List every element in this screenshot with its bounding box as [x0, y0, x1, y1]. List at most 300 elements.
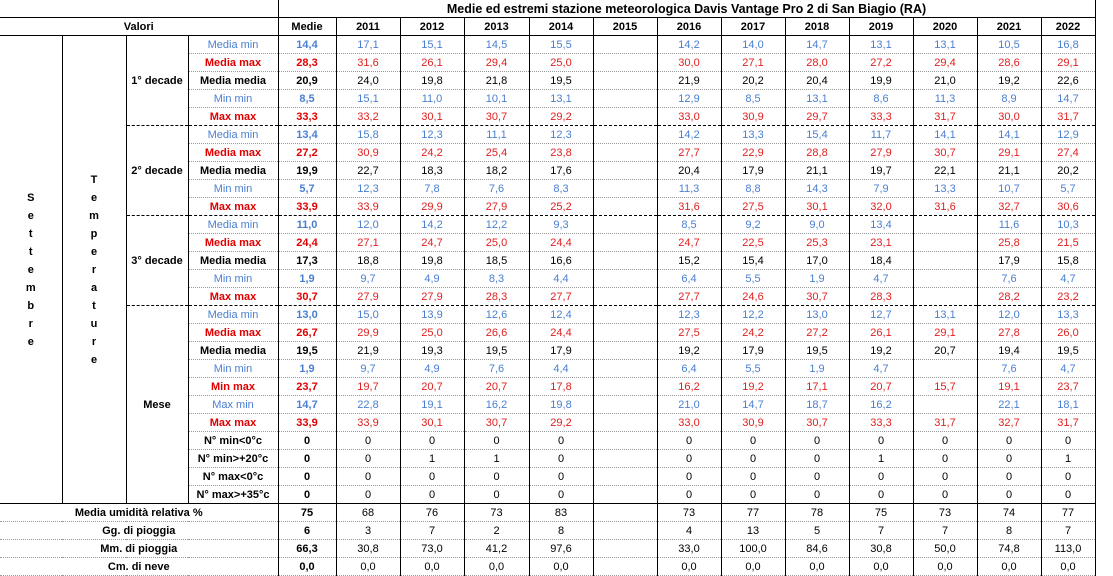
year-value: 17,9 [721, 342, 785, 360]
year-value: 15,1 [400, 36, 464, 54]
year-value: 20,7 [400, 378, 464, 396]
year-value [913, 360, 977, 378]
year-value: 30,7 [913, 144, 977, 162]
medie-value: 26,7 [278, 324, 336, 342]
month-letter: S [27, 191, 35, 204]
year-value: 5,5 [721, 270, 785, 288]
year-value: 14,2 [400, 216, 464, 234]
year-value: 0 [657, 486, 721, 504]
year-value: 30,7 [464, 108, 529, 126]
year-value: 25,2 [529, 198, 593, 216]
year-value [913, 396, 977, 414]
year-header: 2020 [913, 18, 977, 36]
year-value: 8,3 [529, 180, 593, 198]
year-value: 29,9 [400, 198, 464, 216]
year-value: 5,5 [721, 360, 785, 378]
year-value: 8,9 [977, 90, 1041, 108]
row-label: Max max [188, 108, 278, 126]
year-value: 0 [785, 450, 849, 468]
year-value: 6,4 [657, 270, 721, 288]
row-label: Media min [188, 216, 278, 234]
year-value: 8 [529, 522, 593, 540]
year-value: 84,6 [785, 540, 849, 558]
medie-value: 6 [278, 522, 336, 540]
year-value: 0 [657, 450, 721, 468]
month-letter: e [27, 335, 34, 348]
year-value: 21,9 [657, 72, 721, 90]
year-value: 0 [785, 432, 849, 450]
year-value [593, 72, 657, 90]
year-value: 8,8 [721, 180, 785, 198]
year-value: 0,0 [657, 558, 721, 576]
year-value: 4,7 [1041, 360, 1095, 378]
year-value: 30,0 [657, 54, 721, 72]
year-value: 15,4 [785, 126, 849, 144]
year-value: 4 [657, 522, 721, 540]
year-value: 13,4 [849, 216, 913, 234]
year-value: 27,7 [657, 288, 721, 306]
year-value: 19,5 [785, 342, 849, 360]
year-value: 50,0 [913, 540, 977, 558]
year-value: 21,0 [657, 396, 721, 414]
year-value: 73,0 [400, 540, 464, 558]
year-value: 73 [464, 504, 529, 522]
year-value: 0 [336, 450, 400, 468]
year-value: 23,8 [529, 144, 593, 162]
medie-value: 8,5 [278, 90, 336, 108]
summary-label: Mm. di pioggia [0, 540, 278, 558]
year-value: 13,3 [721, 126, 785, 144]
year-value: 1 [1041, 450, 1095, 468]
row-label: Max max [188, 198, 278, 216]
year-value [593, 504, 657, 522]
year-value: 27,5 [721, 198, 785, 216]
month-vertical-label [0, 36, 62, 504]
medie-value: 33,3 [278, 108, 336, 126]
year-value: 22,6 [1041, 72, 1095, 90]
year-value: 77 [721, 504, 785, 522]
year-value: 4,4 [529, 360, 593, 378]
year-value: 7,6 [977, 270, 1041, 288]
row-label: Min min [188, 180, 278, 198]
year-value: 17,8 [529, 378, 593, 396]
header-row [0, 18, 1095, 36]
year-value: 0 [464, 432, 529, 450]
year-value: 22,1 [913, 162, 977, 180]
year-value [593, 36, 657, 54]
year-value: 27,9 [336, 288, 400, 306]
year-value: 19,1 [977, 378, 1041, 396]
year-value: 0 [400, 468, 464, 486]
row-label: Max min [188, 396, 278, 414]
temperature-letter: e [90, 245, 98, 258]
year-value: 24,6 [721, 288, 785, 306]
year-value: 7,6 [977, 360, 1041, 378]
year-value: 26,1 [400, 54, 464, 72]
year-value: 14,2 [657, 126, 721, 144]
year-value: 30,7 [785, 414, 849, 432]
medie-value: 28,3 [278, 54, 336, 72]
year-value: 28,3 [849, 288, 913, 306]
year-value [593, 126, 657, 144]
year-value: 17,1 [785, 378, 849, 396]
year-header: 2019 [849, 18, 913, 36]
year-value: 14,2 [657, 36, 721, 54]
year-value: 1,9 [785, 270, 849, 288]
year-value: 12,0 [977, 306, 1041, 324]
year-value: 1 [464, 450, 529, 468]
year-value: 9,7 [336, 270, 400, 288]
year-value: 27,9 [849, 144, 913, 162]
year-value: 20,7 [913, 342, 977, 360]
year-value [593, 396, 657, 414]
year-value: 18,1 [1041, 396, 1095, 414]
year-value [593, 486, 657, 504]
year-value: 30,1 [400, 108, 464, 126]
summary-row [0, 522, 1095, 540]
row-label: Max max [188, 414, 278, 432]
year-value: 0,0 [913, 558, 977, 576]
year-value: 12,3 [400, 126, 464, 144]
year-value: 2 [464, 522, 529, 540]
year-value: 25,0 [529, 54, 593, 72]
year-value: 0 [977, 468, 1041, 486]
year-value: 22,5 [721, 234, 785, 252]
year-value: 0 [529, 432, 593, 450]
year-value: 14,5 [464, 36, 529, 54]
row-label: Min min [188, 270, 278, 288]
year-value: 30,9 [721, 414, 785, 432]
year-value: 20,2 [721, 72, 785, 90]
year-value: 73 [913, 504, 977, 522]
year-value: 0,0 [464, 558, 529, 576]
medie-value: 11,0 [278, 216, 336, 234]
year-value: 10,7 [977, 180, 1041, 198]
year-value: 1,9 [785, 360, 849, 378]
year-value: 0,0 [785, 558, 849, 576]
year-value: 0 [849, 432, 913, 450]
year-value: 4,7 [1041, 270, 1095, 288]
row-label: Media max [188, 324, 278, 342]
row-label: Media min [188, 126, 278, 144]
year-value: 0 [721, 468, 785, 486]
year-value: 14,0 [721, 36, 785, 54]
medie-value: 17,3 [278, 252, 336, 270]
year-value: 27,7 [657, 144, 721, 162]
year-value: 8,5 [657, 216, 721, 234]
year-value: 30,6 [1041, 198, 1095, 216]
medie-value: 0,0 [278, 558, 336, 576]
year-value: 24,4 [529, 234, 593, 252]
year-value: 1 [400, 450, 464, 468]
row-label: Media min [188, 36, 278, 54]
year-value: 22,7 [336, 162, 400, 180]
year-value: 33,0 [657, 540, 721, 558]
year-value: 11,1 [464, 126, 529, 144]
year-value: 22,1 [977, 396, 1041, 414]
year-value: 12,3 [336, 180, 400, 198]
year-value: 83 [529, 504, 593, 522]
year-value: 0 [529, 486, 593, 504]
year-value: 0,0 [1041, 558, 1095, 576]
year-value: 32,7 [977, 414, 1041, 432]
year-value: 0 [913, 432, 977, 450]
year-value: 30,7 [785, 288, 849, 306]
year-value: 29,1 [1041, 54, 1095, 72]
year-value: 25,0 [464, 234, 529, 252]
year-value [593, 342, 657, 360]
year-value: 28,8 [785, 144, 849, 162]
year-value: 31,7 [913, 414, 977, 432]
temperature-vertical-label [62, 36, 126, 504]
year-value: 33,0 [657, 414, 721, 432]
year-header: 2015 [593, 18, 657, 36]
year-value: 17,0 [785, 252, 849, 270]
year-header: 2018 [785, 18, 849, 36]
year-value: 13,9 [400, 306, 464, 324]
year-value: 30,8 [336, 540, 400, 558]
year-value: 0,0 [529, 558, 593, 576]
year-value: 30,8 [849, 540, 913, 558]
year-value: 7,6 [464, 360, 529, 378]
year-value: 29,7 [785, 108, 849, 126]
year-value [913, 216, 977, 234]
medie-value: 75 [278, 504, 336, 522]
year-value: 20,4 [657, 162, 721, 180]
year-value: 29,9 [336, 324, 400, 342]
month-letter: t [28, 227, 33, 240]
year-value: 26,6 [464, 324, 529, 342]
year-value [593, 252, 657, 270]
row-label: Media media [188, 252, 278, 270]
year-value [593, 108, 657, 126]
year-value: 4,4 [529, 270, 593, 288]
table-row [0, 216, 1095, 234]
year-value [593, 144, 657, 162]
row-label: Media media [188, 342, 278, 360]
year-value: 31,7 [1041, 414, 1095, 432]
year-value: 16,8 [1041, 36, 1095, 54]
year-value: 0 [1041, 432, 1095, 450]
year-value: 9,7 [336, 360, 400, 378]
year-value: 12,2 [721, 306, 785, 324]
year-value: 15,7 [913, 378, 977, 396]
year-value: 17,6 [529, 162, 593, 180]
year-value: 18,2 [464, 162, 529, 180]
summary-row [0, 558, 1095, 576]
year-value: 20,4 [785, 72, 849, 90]
year-value: 0 [529, 450, 593, 468]
year-value: 14,3 [785, 180, 849, 198]
year-value: 19,5 [1041, 342, 1095, 360]
year-value: 30,9 [721, 108, 785, 126]
year-value [593, 198, 657, 216]
year-value: 8,3 [464, 270, 529, 288]
year-value: 9,2 [721, 216, 785, 234]
temperature-letter: e [90, 191, 98, 204]
year-value: 100,0 [721, 540, 785, 558]
year-value: 7 [913, 522, 977, 540]
year-value: 8,5 [721, 90, 785, 108]
year-value: 29,2 [529, 108, 593, 126]
table-title: Medie ed estremi stazione meteorologica Davis Vantage Pro 2 di San Biagio (RA) [278, 0, 1095, 18]
year-value: 31,6 [336, 54, 400, 72]
year-value: 68 [336, 504, 400, 522]
year-value: 27,1 [336, 234, 400, 252]
year-value: 29,1 [913, 324, 977, 342]
year-value: 16,6 [529, 252, 593, 270]
year-value: 25,3 [785, 234, 849, 252]
table-row [0, 306, 1095, 324]
year-value [593, 522, 657, 540]
valori-header: Valori [0, 18, 278, 36]
medie-value: 1,9 [278, 360, 336, 378]
year-value: 0 [1041, 486, 1095, 504]
year-value: 0 [529, 468, 593, 486]
row-label: Media min [188, 306, 278, 324]
year-value: 24,7 [657, 234, 721, 252]
year-value: 0 [464, 486, 529, 504]
year-value: 7,9 [849, 180, 913, 198]
temperature-letter: a [90, 281, 98, 294]
year-value: 17,9 [721, 162, 785, 180]
year-value: 0 [657, 468, 721, 486]
year-value: 23,1 [849, 234, 913, 252]
medie-value: 33,9 [278, 198, 336, 216]
year-value: 7,6 [464, 180, 529, 198]
year-value: 12,3 [657, 306, 721, 324]
year-value: 4,9 [400, 360, 464, 378]
year-value: 10,5 [977, 36, 1041, 54]
year-value: 28,0 [785, 54, 849, 72]
year-value: 74 [977, 504, 1041, 522]
year-value: 20,7 [464, 378, 529, 396]
month-letter: e [27, 209, 34, 222]
year-value: 27,4 [1041, 144, 1095, 162]
year-value: 13,1 [913, 306, 977, 324]
temperature-letter: r [91, 335, 97, 348]
year-value: 18,4 [849, 252, 913, 270]
year-value: 0 [721, 486, 785, 504]
year-value: 0 [849, 468, 913, 486]
year-value: 74,8 [977, 540, 1041, 558]
year-value: 13,1 [785, 90, 849, 108]
month-letter: t [28, 245, 33, 258]
group-label: Mese [126, 306, 188, 504]
year-value: 113,0 [1041, 540, 1095, 558]
year-value: 31,7 [1041, 108, 1095, 126]
temperature-letter: e [90, 353, 98, 366]
year-value: 19,7 [849, 162, 913, 180]
medie-value: 0 [278, 432, 336, 450]
year-value: 19,7 [336, 378, 400, 396]
year-value: 30,1 [785, 198, 849, 216]
year-value: 14,7 [1041, 90, 1095, 108]
summary-label: Media umidità relativa % [0, 504, 278, 522]
year-value [913, 252, 977, 270]
year-value: 0 [977, 450, 1041, 468]
year-value: 25,4 [464, 144, 529, 162]
year-value: 0 [977, 432, 1041, 450]
year-value: 15,1 [336, 90, 400, 108]
medie-value: 13,4 [278, 126, 336, 144]
year-value: 3 [336, 522, 400, 540]
title-row [0, 0, 1095, 18]
medie-value: 20,9 [278, 72, 336, 90]
medie-value: 0 [278, 450, 336, 468]
year-value [593, 378, 657, 396]
year-value: 13 [721, 522, 785, 540]
year-value: 19,2 [657, 342, 721, 360]
year-value: 29,2 [529, 414, 593, 432]
year-value: 12,2 [464, 216, 529, 234]
year-header: 2022 [1041, 18, 1095, 36]
year-value: 7,8 [400, 180, 464, 198]
year-value: 29,4 [464, 54, 529, 72]
year-value [593, 216, 657, 234]
year-value: 0 [785, 486, 849, 504]
year-value: 0,0 [721, 558, 785, 576]
row-label: Media max [188, 144, 278, 162]
year-value: 13,3 [1041, 306, 1095, 324]
year-value: 12,7 [849, 306, 913, 324]
year-value: 32,0 [849, 198, 913, 216]
year-value: 15,5 [529, 36, 593, 54]
year-value: 0 [721, 450, 785, 468]
year-value: 23,7 [1041, 378, 1095, 396]
medie-value: 24,4 [278, 234, 336, 252]
year-value: 27,5 [657, 324, 721, 342]
year-value: 15,8 [336, 126, 400, 144]
year-value: 31,6 [657, 198, 721, 216]
year-value: 30,9 [336, 144, 400, 162]
year-value: 21,8 [464, 72, 529, 90]
year-value: 32,7 [977, 198, 1041, 216]
year-value: 33,0 [657, 108, 721, 126]
year-value: 0 [336, 486, 400, 504]
year-value: 16,2 [849, 396, 913, 414]
year-value: 12,9 [657, 90, 721, 108]
year-value [593, 414, 657, 432]
year-value: 5,7 [1041, 180, 1095, 198]
year-value: 28,6 [977, 54, 1041, 72]
temperature-letter: t [92, 299, 96, 312]
year-value [913, 288, 977, 306]
medie-header: Medie [278, 18, 336, 36]
year-value: 8 [977, 522, 1041, 540]
year-value: 8,6 [849, 90, 913, 108]
year-value: 27,2 [785, 324, 849, 342]
medie-value: 19,5 [278, 342, 336, 360]
year-value: 25,8 [977, 234, 1041, 252]
year-value: 15,0 [336, 306, 400, 324]
year-value: 26,0 [1041, 324, 1095, 342]
year-value: 41,2 [464, 540, 529, 558]
year-value: 33,9 [336, 198, 400, 216]
medie-value: 23,7 [278, 378, 336, 396]
year-header: 2014 [529, 18, 593, 36]
year-value: 12,0 [336, 216, 400, 234]
year-value: 17,1 [336, 36, 400, 54]
year-value: 30,7 [464, 414, 529, 432]
year-value: 18,8 [336, 252, 400, 270]
year-value: 0 [849, 486, 913, 504]
year-value: 30,0 [977, 108, 1041, 126]
year-value: 33,3 [849, 108, 913, 126]
year-header: 2017 [721, 18, 785, 36]
year-value: 30,1 [400, 414, 464, 432]
row-label: Min max [188, 378, 278, 396]
